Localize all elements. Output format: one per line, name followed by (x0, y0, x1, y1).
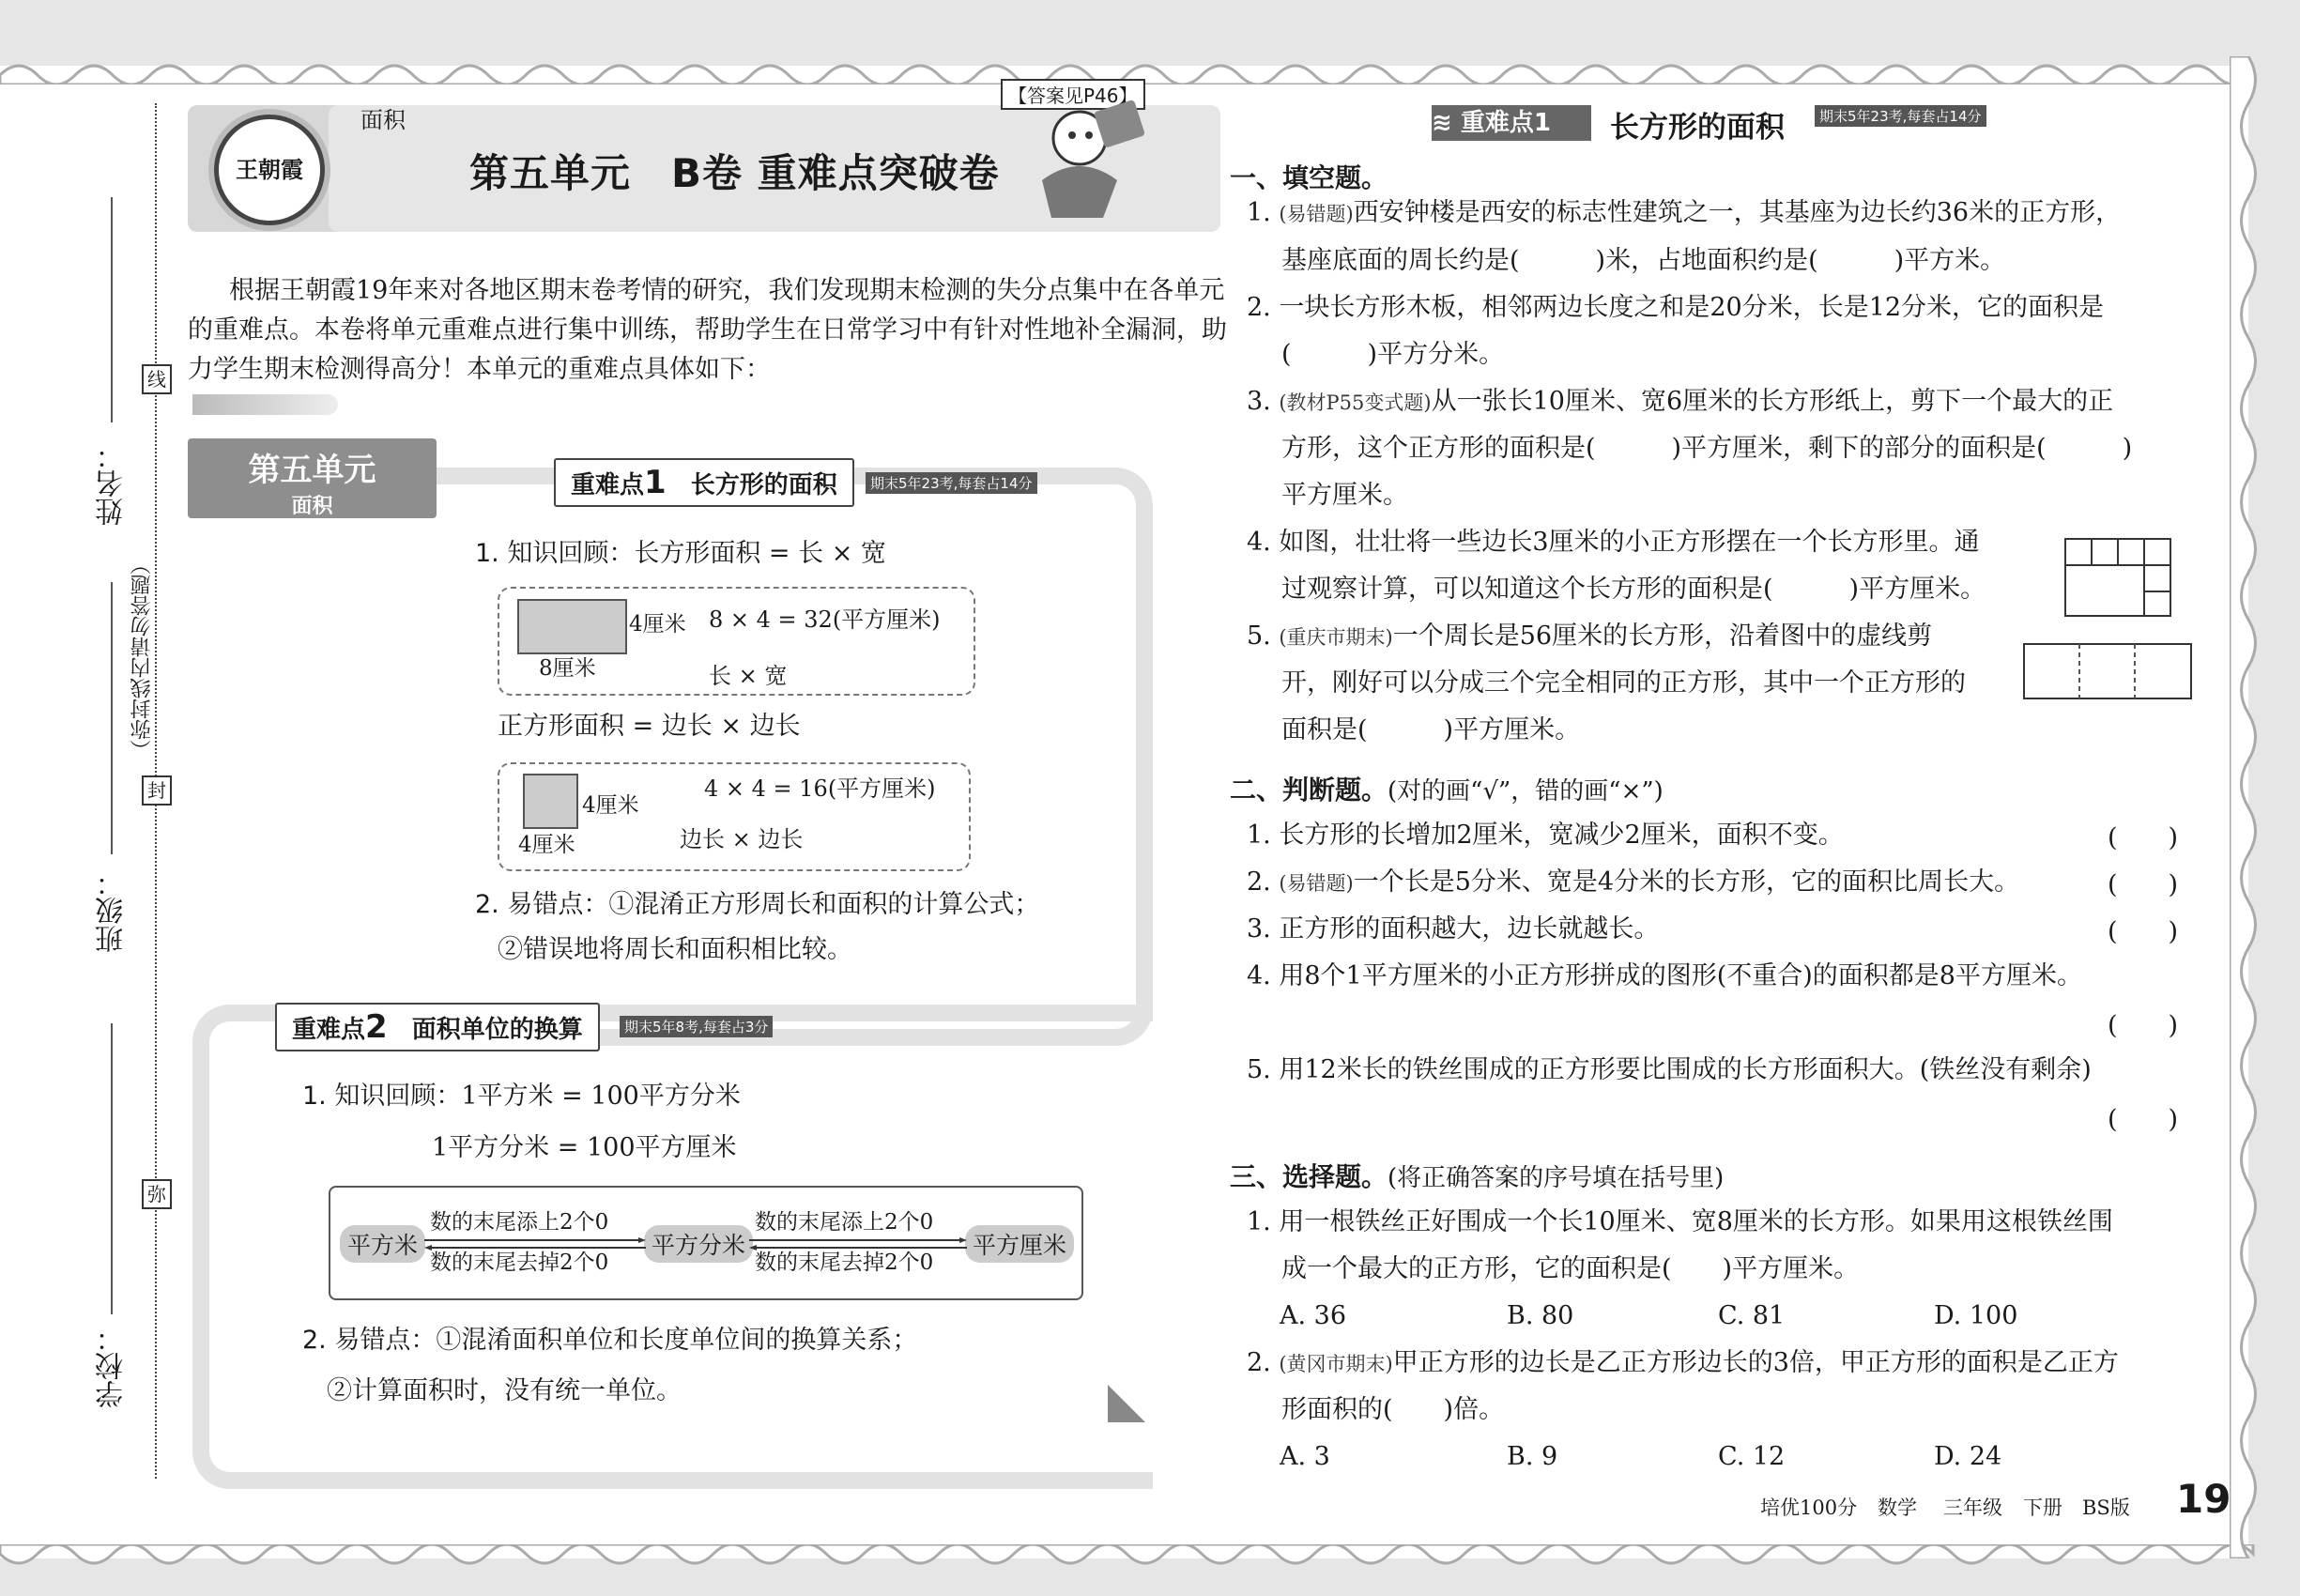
name-label: 姓名： (96, 441, 129, 526)
intro-line-3: 力学生期末检测得高分！本单元的重难点具体如下： (188, 355, 771, 384)
footer-series: 培优100分 (1760, 1496, 1858, 1519)
unit-square-centimeter: 平方厘米 (965, 1225, 1074, 1263)
unit-tag-topic: 面积 (291, 495, 333, 518)
unit-tag-title: 第五单元 (248, 452, 376, 489)
judge-q5-answer[interactable]: ( ) (2108, 1105, 2179, 1134)
seal-notice: （弥封线内请勿答题） (130, 554, 154, 760)
unit-tag (188, 438, 437, 518)
q2-blank-line[interactable]: ( )平方分米。 (1281, 340, 1505, 369)
q3-tag: (教材P55变式题) (1279, 391, 1432, 414)
choice-q2-tag: (黄冈市期末) (1279, 1353, 1393, 1375)
section-3-note: (将正确答案的序号填在括号里) (1388, 1164, 1725, 1192)
mascot-illustration (1014, 86, 1155, 227)
wavy-bottom-edge (0, 1544, 2300, 1582)
section-2-title: 二、判断题。(对的画“√”，错的画“×”) (1230, 775, 1664, 806)
q3-blank-line[interactable]: 方形，这个正方形的面积是( )平方厘米，剩下的部分的面积是( ) (1281, 434, 2133, 463)
choice-q2-blank[interactable]: 形面积的( )倍。 (1281, 1395, 1505, 1424)
q4-grid-figure (2063, 537, 2172, 618)
choice-q2-option-b[interactable]: B. 9 (1507, 1442, 1558, 1471)
judge-q2-tag: (易错题) (1279, 872, 1354, 895)
kp1-num: 1 (644, 464, 667, 501)
q3-text: 从一张长10厘米、宽6厘米的长方形纸上，剪下一个最大的正 (1431, 387, 2114, 416)
answer-reference: 【答案见P46】 (1001, 79, 1145, 110)
header-topic: 面积 (360, 107, 406, 133)
square-formula: 4 × 4 = 16(平方厘米) (704, 775, 936, 802)
rect-diagram (517, 599, 627, 654)
kp2-review-2: 1平方分米 = 100平方厘米 (432, 1133, 737, 1162)
wavy-right-edge (2230, 56, 2267, 1558)
name-underline[interactable] (111, 197, 113, 422)
seal-mark-mi: 弥 (142, 1179, 172, 1209)
q5-num: 5. (1247, 622, 1280, 651)
kp1-mistake-2: ②错误地将周长和面积相比较。 (498, 935, 852, 964)
right-kp-label: ≋ 重难点1 (1432, 105, 1591, 141)
square-formula-words: 边长 × 边长 (680, 826, 804, 852)
choice-q1-option-c[interactable]: C. 81 (1718, 1301, 1786, 1330)
page-title: 第五单元 B卷 重难点突破卷 (469, 150, 1000, 196)
choice-q2-text: 甲正方形的边长是乙正方形边长的3倍，甲正方形的面积是乙正方 (1392, 1348, 2119, 1377)
q4-blank-line[interactable]: 过观察计算，可以知道这个长方形的面积是( )平方厘米。 (1281, 575, 1986, 604)
judge-q4: 4. 用8个1平方厘米的小正方形拼成的图形(不重合)的面积都是8平方厘米。 (1247, 961, 2082, 990)
footer-grade: 三年级 (1943, 1496, 2002, 1519)
kp1-review-label: 1. 知识回顾： (475, 539, 635, 568)
kp1-mistake-label: 2. 易错点： (475, 890, 609, 919)
q5-tag: (重庆市期末) (1279, 626, 1393, 649)
train-decoration (192, 394, 338, 415)
key-point-2-title (275, 1003, 600, 1051)
unit-square-meter: 平方米 (340, 1225, 425, 1263)
q1-num: 1. (1247, 198, 1280, 227)
kp1-title: 长方形的面积 (690, 471, 837, 499)
q3-text-end: 平方厘米。 (1281, 481, 1408, 510)
judge-q3-answer[interactable]: ( ) (2108, 917, 2179, 946)
rect-length-label: 8厘米 (539, 656, 596, 681)
unit-square-decimeter: 平方分米 (644, 1225, 753, 1263)
judge-q1: 1. 长方形的长增加2厘米，宽减少2厘米，面积不变。 (1247, 821, 1844, 850)
choice-q1-option-a[interactable]: A. 36 (1280, 1301, 1347, 1330)
q5-blank-line[interactable]: 面积是( )平方厘米。 (1281, 715, 1581, 744)
choice-q1: 1. 用一根铁丝正好围成一个长10厘米、宽8厘米的长方形。如果用这根铁丝围 (1247, 1207, 2113, 1236)
judge-q2-num: 2. (1247, 867, 1280, 897)
conv-arrow-down-1: 数的末尾去掉2个0 (430, 1251, 609, 1275)
class-underline[interactable] (111, 582, 113, 854)
conv-arrow-down-2: 数的末尾去掉2个0 (755, 1251, 934, 1275)
choice-q2-option-d[interactable]: D. 24 (1934, 1442, 2002, 1471)
choice-q2-option-a[interactable]: A. 3 (1280, 1442, 1330, 1471)
right-kp-title: 长方形的面积 (1610, 111, 1785, 145)
judge-q1-answer[interactable]: ( ) (2108, 823, 2179, 852)
kp1-review-text: 长方形面积 = 长 × 宽 (634, 539, 886, 568)
section-3-title: 三、选择题。(将正确答案的序号填在括号里) (1230, 1161, 1725, 1192)
square-side-label-bottom: 4厘米 (518, 833, 575, 857)
footer-subject: 数学 (1878, 1496, 1917, 1519)
kp1-mistake-1: ①混淆正方形周长和面积的计算公式； (608, 890, 1040, 919)
judge-q4-answer[interactable]: ( ) (2108, 1011, 2179, 1040)
q3-num: 3. (1247, 387, 1280, 416)
kp2-badge: 期末5年8考,每套占3分 (620, 1016, 773, 1037)
brand-logo (214, 115, 325, 225)
kp2-num: 2 (365, 1008, 388, 1046)
q5-rect-figure (2022, 642, 2193, 700)
choice-q1-blank[interactable]: 成一个最大的正方形，它的面积是( )平方厘米。 (1281, 1254, 1860, 1283)
square-rule: 正方形面积 = 边长 × 边长 (498, 712, 801, 741)
q5-text-2: 开，刚好可以分成三个完全相同的正方形，其中一个正方形的 (1281, 668, 1966, 698)
kp2-mistake-1: ①混淆面积单位和长度单位间的换算关系； (436, 1326, 918, 1355)
choice-q1-option-d[interactable]: D. 100 (1934, 1301, 2018, 1330)
q4-text: 4. 如图，壮壮将一些边长3厘米的小正方形摆在一个长方形里。通 (1247, 528, 1980, 557)
q1-text: 西安钟楼是西安的标志性建筑之一，其基座为边长约36米的正方形， (1353, 198, 2122, 227)
wavy-top-edge (0, 47, 2300, 84)
rect-formula: 8 × 4 = 32(平方厘米) (709, 606, 941, 633)
rect-formula-words: 长 × 宽 (709, 663, 788, 689)
judge-q5: 5. 用12米长的铁丝围成的正方形要比围成的长方形面积大。(铁丝没有剩余) (1247, 1055, 2092, 1084)
footer-term: 下册 (2023, 1496, 2062, 1519)
logo-text: 王朝霞 (236, 156, 303, 183)
conv-arrow-up-2: 数的末尾添上2个0 (755, 1210, 934, 1235)
q2-text: 2. 一块长方形木板，相邻两边长度之和是20分米，长是12分米，它的面积是 (1247, 293, 2105, 322)
kp2-title: 面积单位的换算 (411, 1016, 583, 1044)
kp2-mistake-2: ②计算面积时，没有统一单位。 (327, 1376, 682, 1405)
q5-text: 一个周长是56厘米的长方形，沿着图中的虚线剪 (1392, 622, 1933, 651)
square-diagram (523, 774, 578, 829)
choice-q1-option-b[interactable]: B. 80 (1507, 1301, 1574, 1330)
kp1-badge: 期末5年23考,每套占14分 (866, 472, 1037, 494)
square-side-label-right: 4厘米 (582, 793, 639, 818)
class-label: 班级： (96, 868, 129, 953)
footer-edition: BS版 (2082, 1496, 2130, 1519)
key-point-1-title (554, 458, 854, 507)
kp2-mistake-label: 2. 易错点： (302, 1326, 437, 1355)
judge-q3: 3. 正方形的面积越大，边长就越长。 (1247, 914, 1660, 944)
kp2-review-label: 1. 知识回顾： (302, 1082, 462, 1111)
choice-q2-num: 2. (1247, 1348, 1280, 1377)
right-kp-badge: 期末5年23考,每套占14分 (1815, 105, 1986, 127)
ribbon-fold-corner (1108, 1385, 1150, 1460)
kp2-review-1: 1平方米 = 100平方分米 (461, 1082, 741, 1111)
conv-arrow-up-1: 数的末尾添上2个0 (430, 1210, 609, 1235)
conversion-arrows (422, 1237, 967, 1251)
page-number: 19 (2176, 1476, 2231, 1522)
q1-blank-line[interactable]: 基座底面的周长约是( )米，占地面积约是( )平方米。 (1281, 246, 2006, 275)
rect-width-label: 4厘米 (629, 612, 686, 637)
section-1-title: 一、填空题。 (1230, 162, 1388, 193)
q1-tag: (易错题) (1279, 203, 1354, 225)
kp2-label: 重难点 (292, 1016, 366, 1044)
choice-q2-option-c[interactable]: C. 12 (1718, 1442, 1786, 1471)
seal-mark-seal: 封 (142, 775, 172, 806)
judge-q2-answer[interactable]: ( ) (2108, 870, 2179, 899)
intro-line-2: 的重难点。本卷将单元重难点进行集中训练，帮助学生在日常学习中有针对性地补全漏洞，助 (188, 315, 1227, 345)
school-underline[interactable] (111, 1023, 113, 1314)
section-2-note: (对的画“√”，错的画“×”) (1388, 777, 1664, 806)
seal-mark-line: 线 (142, 364, 172, 394)
intro-line-1: 根据王朝霞19年来对各地区期末卷考情的研究，我们发现期末检测的失分点集中在各单元 (229, 276, 1225, 305)
judge-q2: 一个长是5分米、宽是4分米的长方形，它的面积比周长大。 (1353, 867, 2020, 897)
school-label: 学校： (96, 1324, 129, 1408)
kp1-label: 重难点 (571, 471, 645, 499)
